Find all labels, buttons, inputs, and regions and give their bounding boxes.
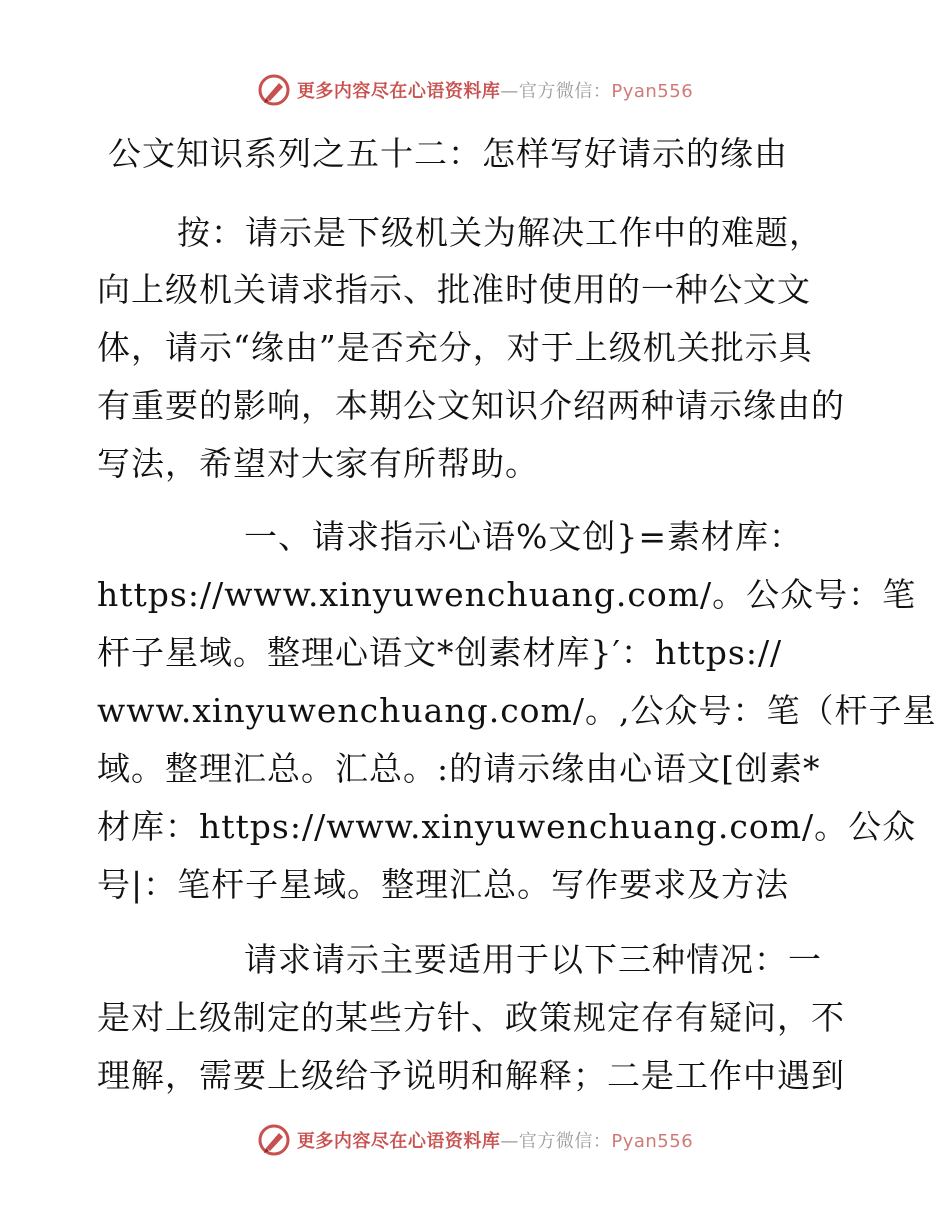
banner-wechat-label: 官方微信：: [518, 81, 612, 102]
banner-wechat-label: 官方微信：: [518, 1131, 612, 1152]
banner-wechat-handle: Pyan556: [611, 81, 694, 102]
body-line: 是对上级制定的某些方针、政策规定存有疑问，不: [97, 998, 845, 1037]
body-line: https://www.xinyuwenchuang.com/。公众号：笔: [97, 575, 917, 614]
body-line: 域。整理汇总。汇总。:的请示缘由心语文[创素*: [97, 749, 821, 788]
banner-separator: —: [500, 81, 519, 102]
banner-main-text: 更多内容尽在心语资料库: [296, 81, 501, 102]
header-banner: [0, 70, 950, 110]
body-line: 号|：笔杆子星域。整理汇总。写作要求及方法: [97, 865, 790, 904]
body-line: 请求请示主要适用于以下三种情况：一: [244, 940, 822, 979]
body-line: 杆子星域。整理心语文*创素材库}′：https://: [97, 633, 783, 672]
banner-text: [297, 77, 693, 103]
footer-banner: [0, 1120, 950, 1160]
body-line: 写法，希望对大家有所帮助。: [97, 444, 539, 483]
body-line: 按：请示是下级机关为解决工作中的难题，: [177, 213, 823, 252]
banner-main-text: 更多内容尽在心语资料库: [296, 1131, 501, 1152]
pen-logo-icon: [257, 1123, 291, 1157]
body-line: www.xinyuwenchuang.com/。,公众号：笔（杆子星: [97, 691, 937, 730]
banner-wechat-handle: Pyan556: [611, 1131, 694, 1152]
section-heading: 一、请求指示心语%文创}=素材库：: [244, 517, 804, 556]
body-line: 有重要的影响，本期公文知识介绍两种请示缘由的: [97, 386, 845, 425]
body-line: 体，请示“缘由”是否充分，对于上级机关批示具: [97, 328, 813, 367]
body-line: 理解，需要上级给予说明和解释；二是工作中遇到: [97, 1056, 845, 1095]
banner-separator: —: [500, 1131, 519, 1152]
document-title: 公文知识系列之五十二：怎样写好请示的缘由: [108, 134, 788, 173]
body-line: 向上级机关请求指示、批准时使用的一种公文文: [97, 270, 811, 309]
body-line: 材库：https://www.xinyuwenchuang.com/。公众: [97, 807, 917, 846]
banner-text: [297, 1127, 693, 1153]
pen-logo-icon: [257, 73, 291, 107]
